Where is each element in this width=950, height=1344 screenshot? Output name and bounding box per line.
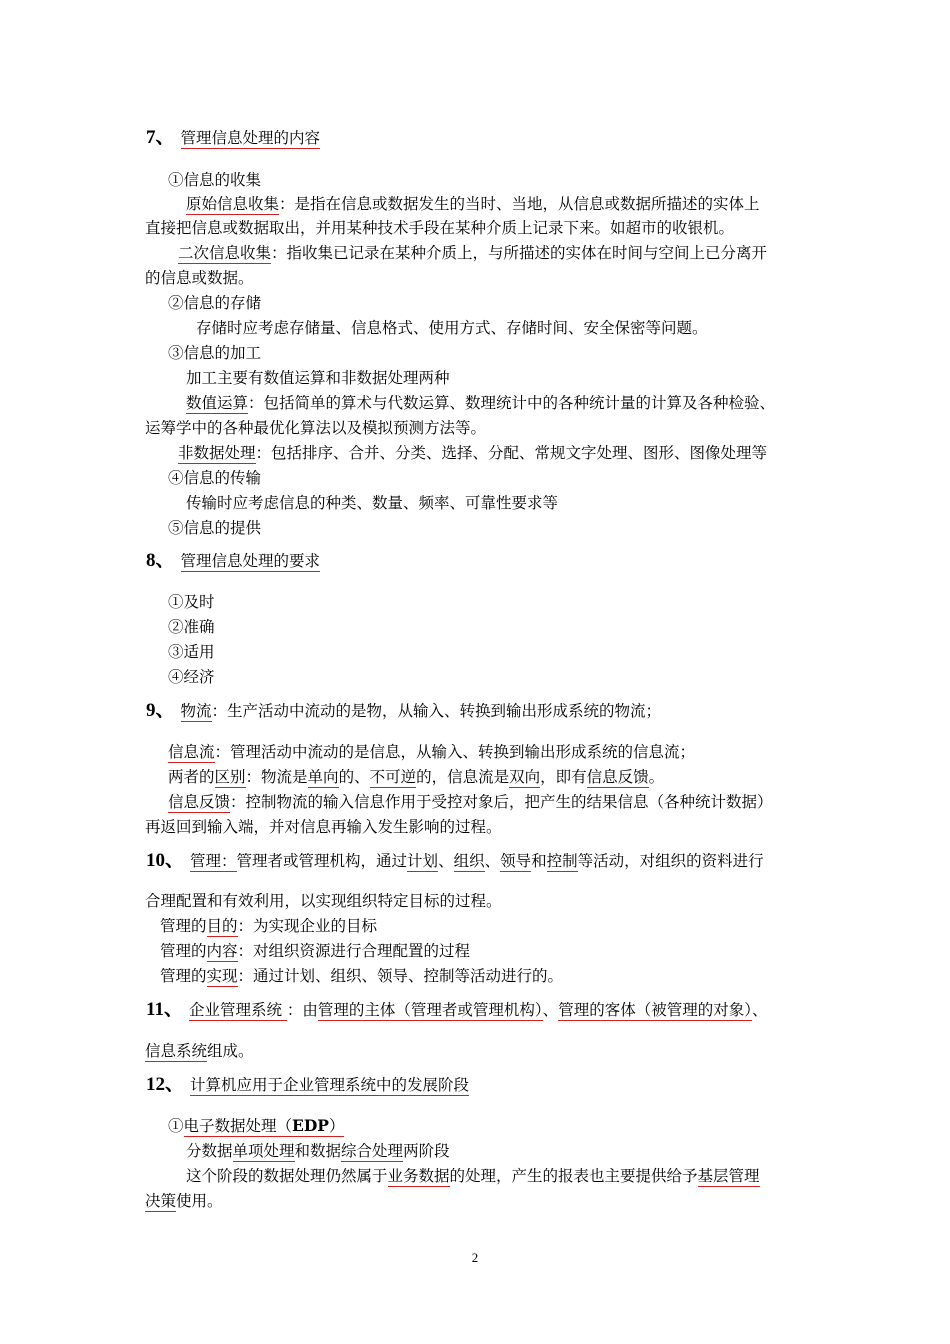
paragraph: 信息反馈：控制物流的输入信息作用于受控对象后，把产生的结果信息（各种统计数据）: [168, 793, 773, 811]
section-12-heading: 12、 计算机应用于企业管理系统中的发展阶段: [146, 1074, 470, 1095]
list-item: ①及时: [168, 593, 215, 611]
section-title: 管理信息处理的要求: [180, 552, 321, 570]
paragraph-cont: 信息系统组成。: [145, 1042, 254, 1060]
paragraph: 加工主要有数值运算和非数据处理两种: [186, 369, 450, 387]
paragraph: 数值运算：包括简单的算术与代数运算、数理统计中的各种统计量的计算及各种检验、: [186, 394, 776, 412]
list-item: ②准确: [168, 618, 215, 636]
paragraph: 存储时应考虑存储量、信息格式、使用方式、存储时间、安全保密等问题。: [196, 319, 708, 337]
list-item: ④经济: [168, 668, 215, 686]
paragraph: 信息流：管理活动中流动的是信息，从输入、转换到输出形成系统的信息流；: [168, 743, 696, 761]
paragraph: 管理的实现：通过计划、组织、领导、控制等活动进行的。: [160, 967, 564, 985]
paragraph-cont: 的信息或数据。: [145, 269, 254, 287]
section-title: 计算机应用于企业管理系统中的发展阶段: [190, 1076, 470, 1094]
paragraph-cont: 运筹学中的各种最优化算法以及模拟预测方法等。: [145, 419, 487, 437]
paragraph: 管理的目的：为实现企业的目标: [160, 917, 378, 935]
section-8-heading: 8、 管理信息处理的要求: [146, 550, 321, 571]
page-number: 2: [471, 1250, 479, 1265]
list-item: ③信息的加工: [168, 344, 262, 362]
section-title: 管理信息处理的内容: [180, 129, 321, 147]
paragraph: 传输时应考虑信息的种类、数量、频率、可靠性要求等: [186, 494, 559, 512]
list-item: ⑤信息的提供: [168, 519, 262, 537]
section-7-heading: 7、 管理信息处理的内容: [146, 127, 321, 148]
list-item: ①信息的收集: [168, 171, 262, 189]
paragraph-cont: 再返回到输入端，并对信息再输入发生影响的过程。: [145, 818, 502, 836]
paragraph-cont: 决策使用。: [145, 1192, 223, 1210]
section-9-heading: 9、 物流：生产活动中流动的是物，从输入、转换到输出形成系统的物流；: [146, 700, 662, 721]
paragraph: 非数据处理：包括排序、合并、分类、选择、分配、常规文字处理、图形、图像处理等: [178, 444, 768, 462]
section-11-heading: 11、 企业管理系统 ：由管理的主体（管理者或管理机构）、管理的客体（被管理的对象）、: [146, 999, 768, 1020]
paragraph: 管理的内容：对组织资源进行合理配置的过程: [160, 942, 471, 960]
paragraph: 二次信息收集：指收集已记录在某种介质上，与所描述的实体在时间与空间上已分离开: [178, 244, 768, 262]
list-item: ②信息的存储: [168, 294, 262, 312]
paragraph: 分数据单项处理和数据综合处理两阶段: [186, 1142, 450, 1160]
paragraph: 这个阶段的数据处理仍然属于业务数据的处理，产生的报表也主要提供给予基层管理: [186, 1167, 760, 1185]
section-10-heading: 10、 管理：管理者或管理机构，通过计划、组织、领导和控制等活动，对组织的资料进行: [146, 850, 764, 871]
paragraph: 两者的区别：物流是单向的、不可逆的，信息流是双向，即有信息反馈。: [168, 768, 665, 786]
list-item: ③适用: [168, 643, 215, 661]
list-item: ④信息的传输: [168, 469, 262, 487]
paragraph-cont: 直接把信息或数据取出，并用某种技术手段在某种介质上记录下来。如超市的收银机。: [145, 219, 735, 237]
paragraph-cont: 合理配置和有效利用，以实现组织特定目标的过程。: [145, 892, 502, 910]
list-item: ①电子数据处理（EDP）: [168, 1116, 345, 1135]
paragraph: 原始信息收集：是指在信息或数据发生的当时、当地，从信息或数据所描述的实体上: [186, 195, 760, 213]
